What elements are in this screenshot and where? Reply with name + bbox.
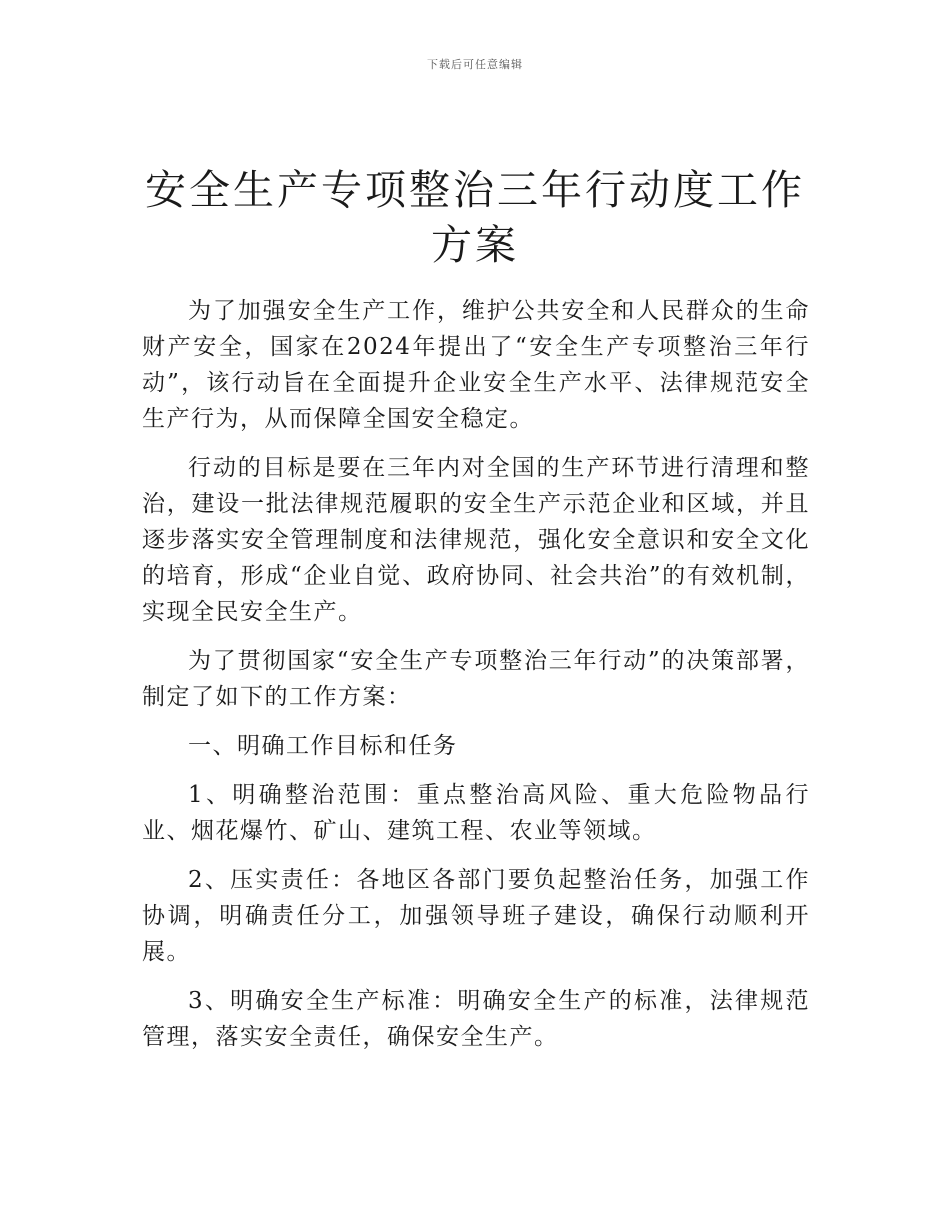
section-heading-1: 一、明确工作目标和任务 <box>188 733 458 759</box>
paragraph-intro: 为了加强安全生产工作，维护公共安全和人民群众的生命财产安全，国家在2024年提出了“安全生产专项整治三年行动”，该行动旨在全面提升企业安全生产水平、法律规范安全生产行为，从而保障全国安全稳定。 <box>142 298 810 432</box>
list-item-2: 2、压实责任：各地区各部门要负起整治任务，加强工作协调，明确责任分工，加强领导班子建设，确保行动顺利开展。 <box>142 867 810 965</box>
document-title: 安全生产专项整治三年行动度工作方案 <box>145 166 805 269</box>
paragraph-goal: 行动的目标是要在三年内对全国的生产环节进行清理和整治，建设一批法律规范履职的安全生产示范企业和区域，并且逐步落实安全管理制度和法律规范，强化安全意识和安全文化的培育，形成“企业自觉、政府协同、社会共治”的有效机制，实现全民安全生产。 <box>142 455 810 625</box>
list-item-1: 1、明确整治范围：重点整治高风险、重大危险物品行业、烟花爆竹、矿山、建筑工程、农业等领域。 <box>142 782 810 844</box>
list-item-3: 3、明确安全生产标准：明确安全生产的标准，法律规范管理，落实安全责任，确保安全生产。 <box>142 988 810 1050</box>
header-note: 下载后可任意编辑 <box>427 58 523 71</box>
paragraph-plan-lead: 为了贯彻国家“安全生产专项整治三年行动”的决策部署，制定了如下的工作方案： <box>142 648 810 710</box>
document-body <box>142 293 810 1068</box>
